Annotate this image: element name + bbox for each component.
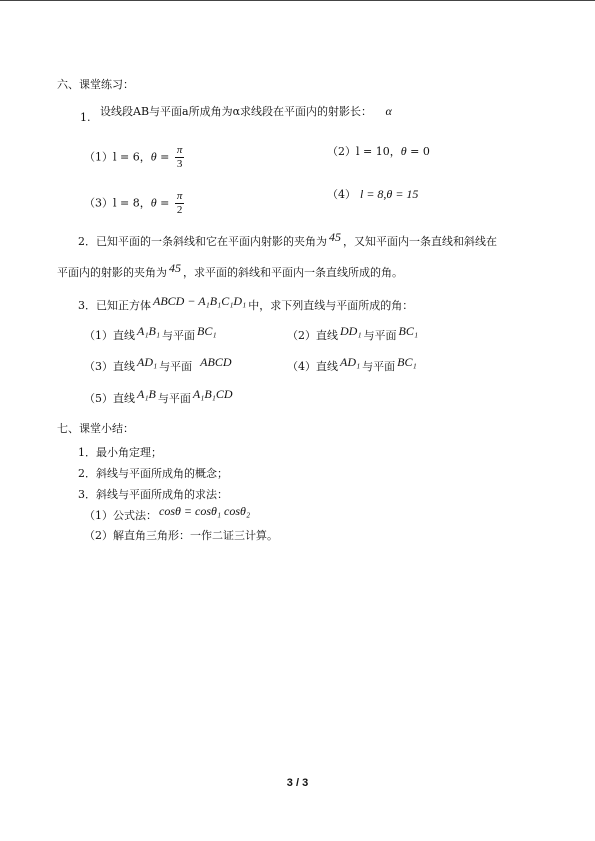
- exercise-2-text-b: ，又知平面内一条直线和斜线在: [343, 235, 497, 248]
- exercise-1-case-1: [84, 144, 186, 171]
- item-4-line: AD₁: [340, 355, 361, 369]
- exercise-3-item-4: [287, 355, 419, 375]
- summary-item-3: 3．斜线与平面所成角的求法：: [78, 488, 228, 501]
- item-1-plane: BC₁: [197, 324, 217, 338]
- item-2-line: DD₁: [340, 324, 362, 338]
- item-2-plane: BC₁: [398, 324, 419, 338]
- case-3-eq: =: [156, 196, 173, 210]
- exercise-3-cube: ABCD − A₁B₁C₁D₁: [153, 294, 247, 308]
- exercise-2-line-1: [78, 230, 497, 250]
- exercise-2-line-2: [57, 261, 403, 281]
- case-2-eq: = 0: [406, 145, 430, 158]
- exercise-3-text-b: 中，求下列直线与平面所成的角：: [248, 299, 414, 312]
- exercise-1-case-4: [327, 186, 418, 203]
- case-1-denominator: 3: [176, 158, 183, 170]
- item-3-line: AD₁: [137, 355, 158, 369]
- case-1-eq: =: [156, 150, 173, 164]
- case-2-theta: θ: [400, 144, 407, 158]
- exercise-1-alpha: α: [385, 104, 392, 118]
- item-4-plane: BC₁: [397, 355, 417, 369]
- case-3-label: （3）l = 8，: [84, 196, 151, 210]
- case-3-denominator: 2: [176, 204, 183, 216]
- exercise-1: [80, 103, 392, 124]
- case-1-fraction: [175, 144, 185, 171]
- item-3-plane: ABCD: [200, 355, 232, 369]
- summary-item-2: 2．斜线与平面所成角的概念；: [78, 467, 228, 480]
- item-4-mid: 与平面: [362, 360, 396, 373]
- top-border: [0, 0, 595, 1]
- item-5-prefix: （5）直线: [84, 392, 135, 405]
- item-1-line: A₁B₁: [137, 324, 161, 338]
- summary-formula-label: （1）公式法：: [84, 509, 157, 522]
- case-1-label: （1）l = 6，: [84, 150, 151, 164]
- case-3-theta: θ: [150, 195, 157, 210]
- exercise-3-item-3: [84, 355, 234, 375]
- exercise-3-item-1: [84, 324, 219, 344]
- exercise-3-item-2: [287, 324, 420, 344]
- case-1-theta: θ: [150, 149, 157, 164]
- case-3-fraction: [175, 190, 185, 217]
- exercise-1-case-3: [84, 190, 186, 217]
- exercise-2-text-a: 2．已知平面的一条斜线和它在平面内射影的夹角为: [78, 235, 327, 248]
- item-5-mid: 与平面: [157, 392, 191, 405]
- exercise-2-text-c: 平面内的射影的夹角为: [57, 266, 167, 279]
- section-heading-exercises: 六、课堂练习：: [57, 78, 134, 91]
- item-1-prefix: （1）直线: [84, 329, 135, 342]
- exercise-1-case-2: [327, 143, 430, 160]
- case-3-numerator: π: [176, 190, 183, 202]
- exercise-2-text-d: ，求平面的斜线和平面内一条直线所成的角。: [183, 266, 403, 279]
- item-2-mid: 与平面: [363, 329, 397, 342]
- section-heading-summary: 七、课堂小结：: [57, 422, 134, 435]
- item-3-mid: 与平面: [159, 360, 193, 373]
- item-4-prefix: （4）直线: [287, 360, 338, 373]
- case-4-expr: l = 8,θ = 15: [360, 187, 419, 201]
- exercise-1-text: 设线段AB与平面a所成角为α求线段在平面内的射影长：: [100, 105, 373, 118]
- item-2-prefix: （2）直线: [287, 329, 338, 342]
- item-1-mid: 与平面: [162, 329, 196, 342]
- summary-item-5: （2）解直角三角形：一作二证三计算。: [84, 529, 278, 542]
- exercise-2-angle-2: 45: [169, 261, 181, 275]
- page-number: 3 / 3: [286, 777, 309, 789]
- item-5-line: A₁B: [137, 387, 156, 401]
- summary-formula: cosθ = cosθ₁ cosθ₂: [159, 504, 251, 518]
- summary-item-1: 1．最小角定理；: [78, 446, 162, 459]
- case-4-label: （4）: [327, 188, 356, 201]
- exercise-3-text-a: 3．已知正方体: [78, 299, 151, 312]
- case-1-numerator: π: [176, 144, 183, 156]
- case-2-label: （2）l = 10，: [327, 145, 401, 158]
- exercise-2-angle-1: 45: [329, 230, 341, 244]
- exercise-1-number: 1.: [80, 111, 91, 124]
- exercise-3: [78, 294, 414, 314]
- item-3-prefix: （3）直线: [84, 360, 135, 373]
- summary-item-4: [84, 504, 252, 524]
- exercise-3-item-5: [84, 387, 235, 407]
- item-5-plane: A₁B₁CD: [192, 387, 233, 401]
